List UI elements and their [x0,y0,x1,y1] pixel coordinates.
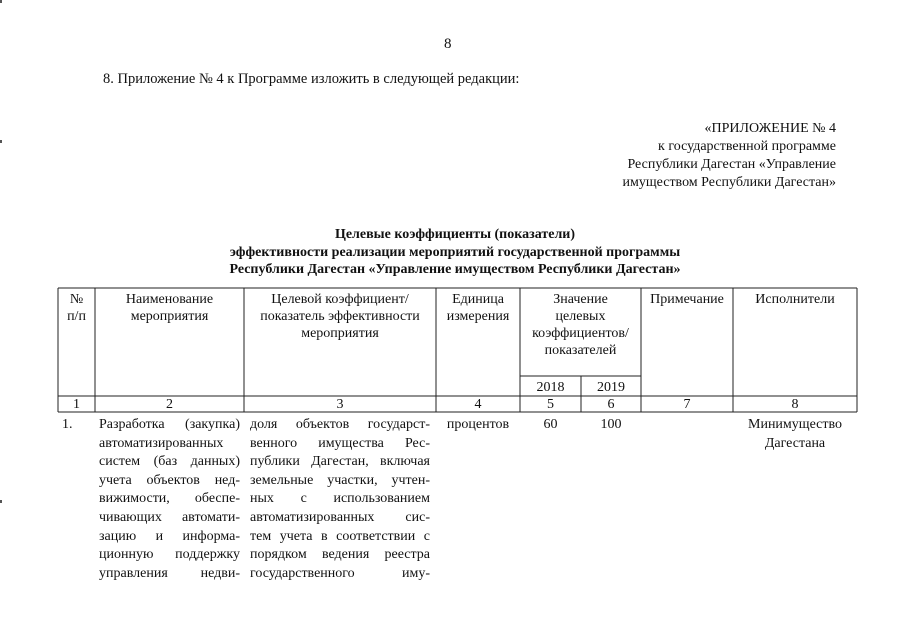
indicator-line: тем учета в соответствии с [250,528,430,544]
column-number: 7 [683,397,691,412]
column-number: 5 [547,397,554,412]
indicator-line: порядком ведения реестра [250,547,430,563]
header-text: Единица [452,292,504,307]
appendix-line: к государственной программе [658,139,836,154]
row-number: 1. [62,417,73,432]
header-note: Примечание [650,292,724,307]
executor-line: Минимущество [748,417,842,432]
header-text: мероприятия [130,309,209,324]
document-title [150,226,760,279]
activity-name-line: Разработка (закупка) [99,417,240,432]
activity-name-line: учета объектов нед- [99,472,240,488]
header-text: № [69,292,84,307]
column-number: 8 [791,397,799,412]
activity-name-cell [99,416,240,583]
appendix-line: имуществом Республики Дагестан» [622,175,836,190]
activity-name-line: ционную поддержку [99,547,240,563]
scan-edge-mark [0,500,2,503]
column-number: 3 [336,397,344,412]
value-2019-cell: 100 [600,417,622,432]
indicator-line: земельные участки, учтен- [250,472,430,488]
header-year-2018: 2018 [536,380,565,395]
unit-cell: процентов [446,417,510,432]
column-number: 6 [607,397,615,412]
intro-paragraph: 8. Приложение № 4 к Программе изложить в следующей редакции: [103,71,520,87]
activity-name-line: систем (баз данных) [99,454,240,470]
value-2018-cell: 60 [543,417,558,432]
activity-name-line: чивающих автомати- [99,509,240,525]
header-text: показателей [544,343,617,358]
scan-edge-mark [0,140,2,143]
header-text: показатель эффективности [260,309,420,324]
indicator-line: ных с использованием [250,491,430,507]
column-number: 2 [166,397,173,412]
activity-name-line: управления недви- [99,565,240,581]
header-text: целевых [555,309,606,324]
activity-name-line: вижимости, обеспе- [99,491,240,507]
activity-name-line: автоматизированных [99,435,224,451]
page-number: 8 [444,36,452,52]
header-unit [436,291,520,325]
scan-edge-mark [0,0,2,3]
header-text: Наименование [125,292,214,307]
header-text: Целевой коэффициент/ [271,292,409,307]
title-line: эффективности реализации мероприятий государственной программы [229,244,681,260]
indicator-line: доля объектов государст- [250,417,430,432]
appendix-heading [623,120,836,192]
header-text: п/п [67,309,86,324]
appendix-line: «ПРИЛОЖЕНИЕ № 4 [704,121,836,136]
title-line: Республики Дагестан «Управление имуществом Республики Дагестан» [229,262,681,277]
column-number: 1 [73,397,80,412]
header-activity-name [95,291,244,325]
header-text: измерения [446,309,510,324]
header-text: коэффициентов/ [532,326,629,341]
activity-name-line: зацию и информа- [99,528,240,544]
indicator-line: автоматизированных сис- [250,509,430,525]
executor-line: Дагестана [764,435,826,451]
header-number [58,291,95,325]
title-line: Целевые коэффициенты (показатели) [334,227,576,242]
indicator-line: публики Дагестан, включая [250,454,430,470]
header-indicator [244,291,436,342]
executors-cell [733,416,857,453]
indicator-line: венного имущества Рес- [250,435,430,451]
indicator-cell [250,416,430,583]
header-text: Значение [553,292,608,307]
header-target-values [520,291,641,359]
indicator-line: государственного иму- [250,565,430,581]
column-number: 4 [474,397,482,412]
header-text: мероприятия [301,326,379,341]
header-executors: Исполнители [755,292,835,307]
appendix-line: Республики Дагестан «Управление [627,157,836,172]
header-year-2019: 2019 [597,380,625,395]
